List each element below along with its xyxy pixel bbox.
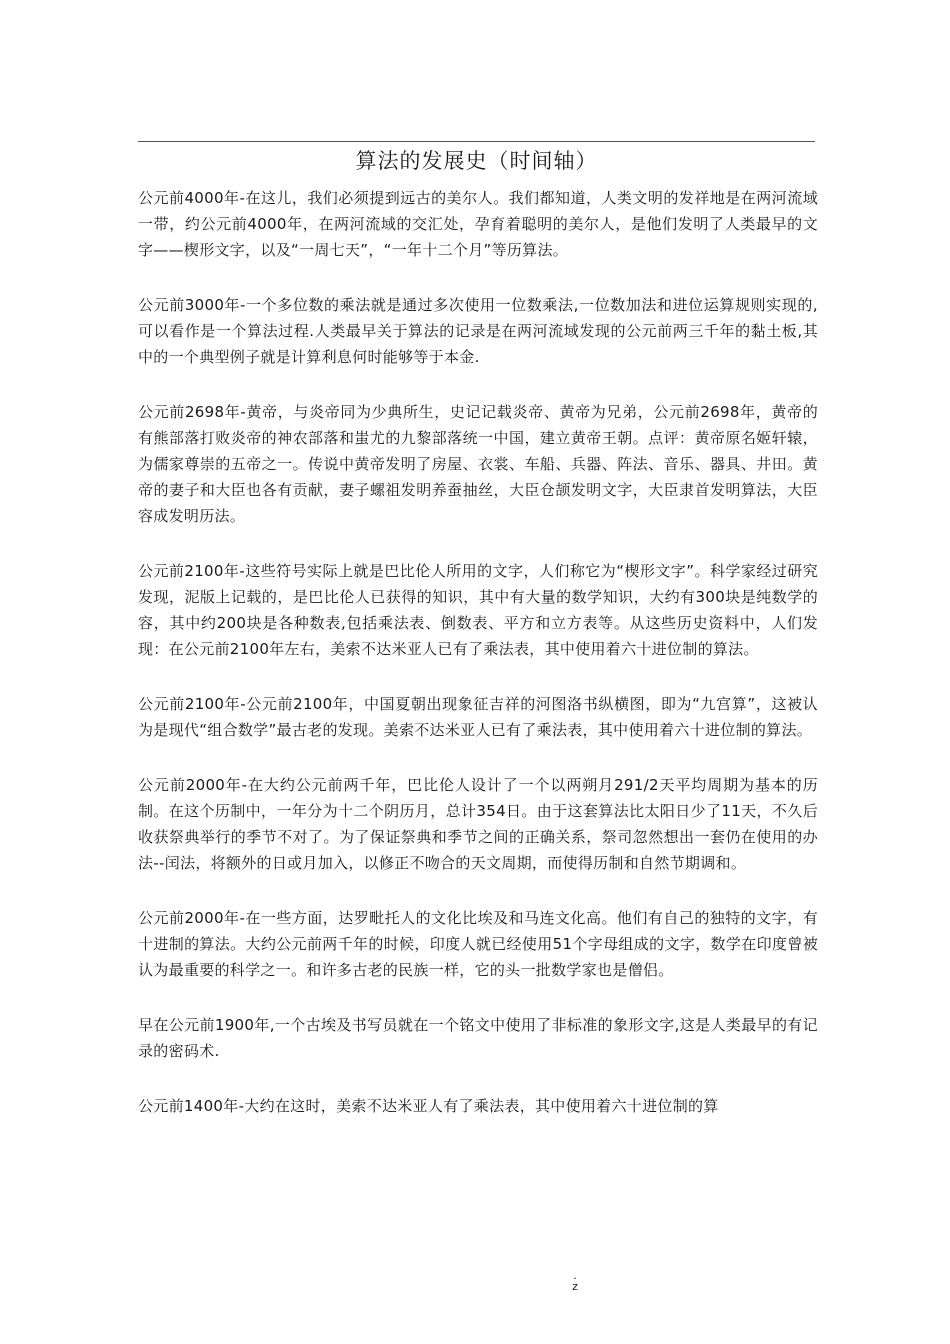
page-footer [560,1270,590,1292]
footer-dot: . [573,1269,577,1282]
top-divider [138,141,815,142]
paragraph-1400bc: 公元前1400年-大约在这时，美索不达米亚人有了乘法表，其中使用着六十进位制的算 [138,1097,719,1115]
paragraph-2100bc-xia: 公元前2100年-公元前2100年，中国夏朝出现象征吉祥的河图洛书纵横图，即为“九宫算”，这被认为是现代“组合数学”最古老的发现。美索不达米亚人已有了乘法表，其中使用着六十进位制的算法。 [138,695,818,739]
document-title: 算法的发展史（时间轴） [355,149,598,173]
paragraph-2100bc-cuneiform: 公元前2100年-这些符号实际上就是巴比伦人所用的文字，人们称它为“楔形文字”。科学家经过研究发现，泥版上记载的，是巴比伦人已获得的知识，其中有大量的数学知识，大约有300块是纯数学的容，其中约200块是各种数表,包括乘法表、倒数表、平方和立方表等。从这些历史资料中，人们发现：在公元前2100年左右，美索不达米亚人已有了乘法表，其中使用着六十进位制的算法。 [138,562,818,658]
paragraph-2000bc-calendar: 公元前2000年-在大约公元前两千年，巴比伦人设计了一个以两朔月291/2天平均周期为基本的历制。在这个历制中，一年分为十二个阴历月，总计354日。由于这套算法比太阳日少了11天，不久后收获祭典举行的季节不对了。为了保证祭典和季节之间的正确关系，祭司忽然想出一套仍在使用的办法--闰法，将额外的日或月加入，以修正不吻合的天文周期，而使得历制和自然节期调和。 [138,776,818,872]
paragraph-1900bc: 早在公元前1900年,一个古埃及书写员就在一个铭文中使用了非标准的象形文字,这是人类最早的有记录的密码术. [138,1016,818,1060]
paragraph-2000bc-india: 公元前2000年-在一些方面，达罗毗托人的文化比埃及和马连文化高。他们有自己的独特的文字，有十进制的算法。大约公元前两千年的时候，印度人就已经使用51个字母组成的文字，数学在印度曾被认为最重要的科学之一。和许多古老的民族一样，它的头一批数学家也是僧侣。 [138,909,818,979]
footer-letter: z [572,1280,578,1293]
paragraph-2698bc: 公元前2698年-黄帝，与炎帝同为少典所生，史记记载炎帝、黄帝为兄弟，公元前2698年，黄帝的有熊部落打败炎帝的神农部落和蚩尤的九黎部落统一中国，建立黄帝王朝。点评：黄帝原名姬轩辕，为儒家尊崇的五帝之一。传说中黄帝发明了房屋、衣裳、车船、兵器、阵法、音乐、器具、井田。黄帝的妻子和大臣也各有贡献，妻子螺祖发明养蚕抽丝，大臣仓颉发明文字，大臣隶首发明算法，大臣容成发明历法。 [138,403,818,525]
paragraph-3000bc: 公元前3000年-一个多位数的乘法就是通过多次使用一位数乘法,一位数加法和进位运算规则实现的,可以看作是一个算法过程.人类最早关于算法的记录是在两河流域发现的公元前两三千年的黏土板,其中的一个典型例子就是计算利息何时能够等于本金. [138,296,818,366]
document-body [138,185,818,1148]
paragraph-4000bc: 公元前4000年-在这儿，我们必须提到远古的美尔人。我们都知道，人类文明的发祥地是在两河流域一带，约公元前4000年，在两河流域的交汇处，孕育着聪明的美尔人，是他们发明了人类最早的文字——楔形文字，以及“一周七天”，“一年十二个月”等历算法。 [138,189,818,259]
